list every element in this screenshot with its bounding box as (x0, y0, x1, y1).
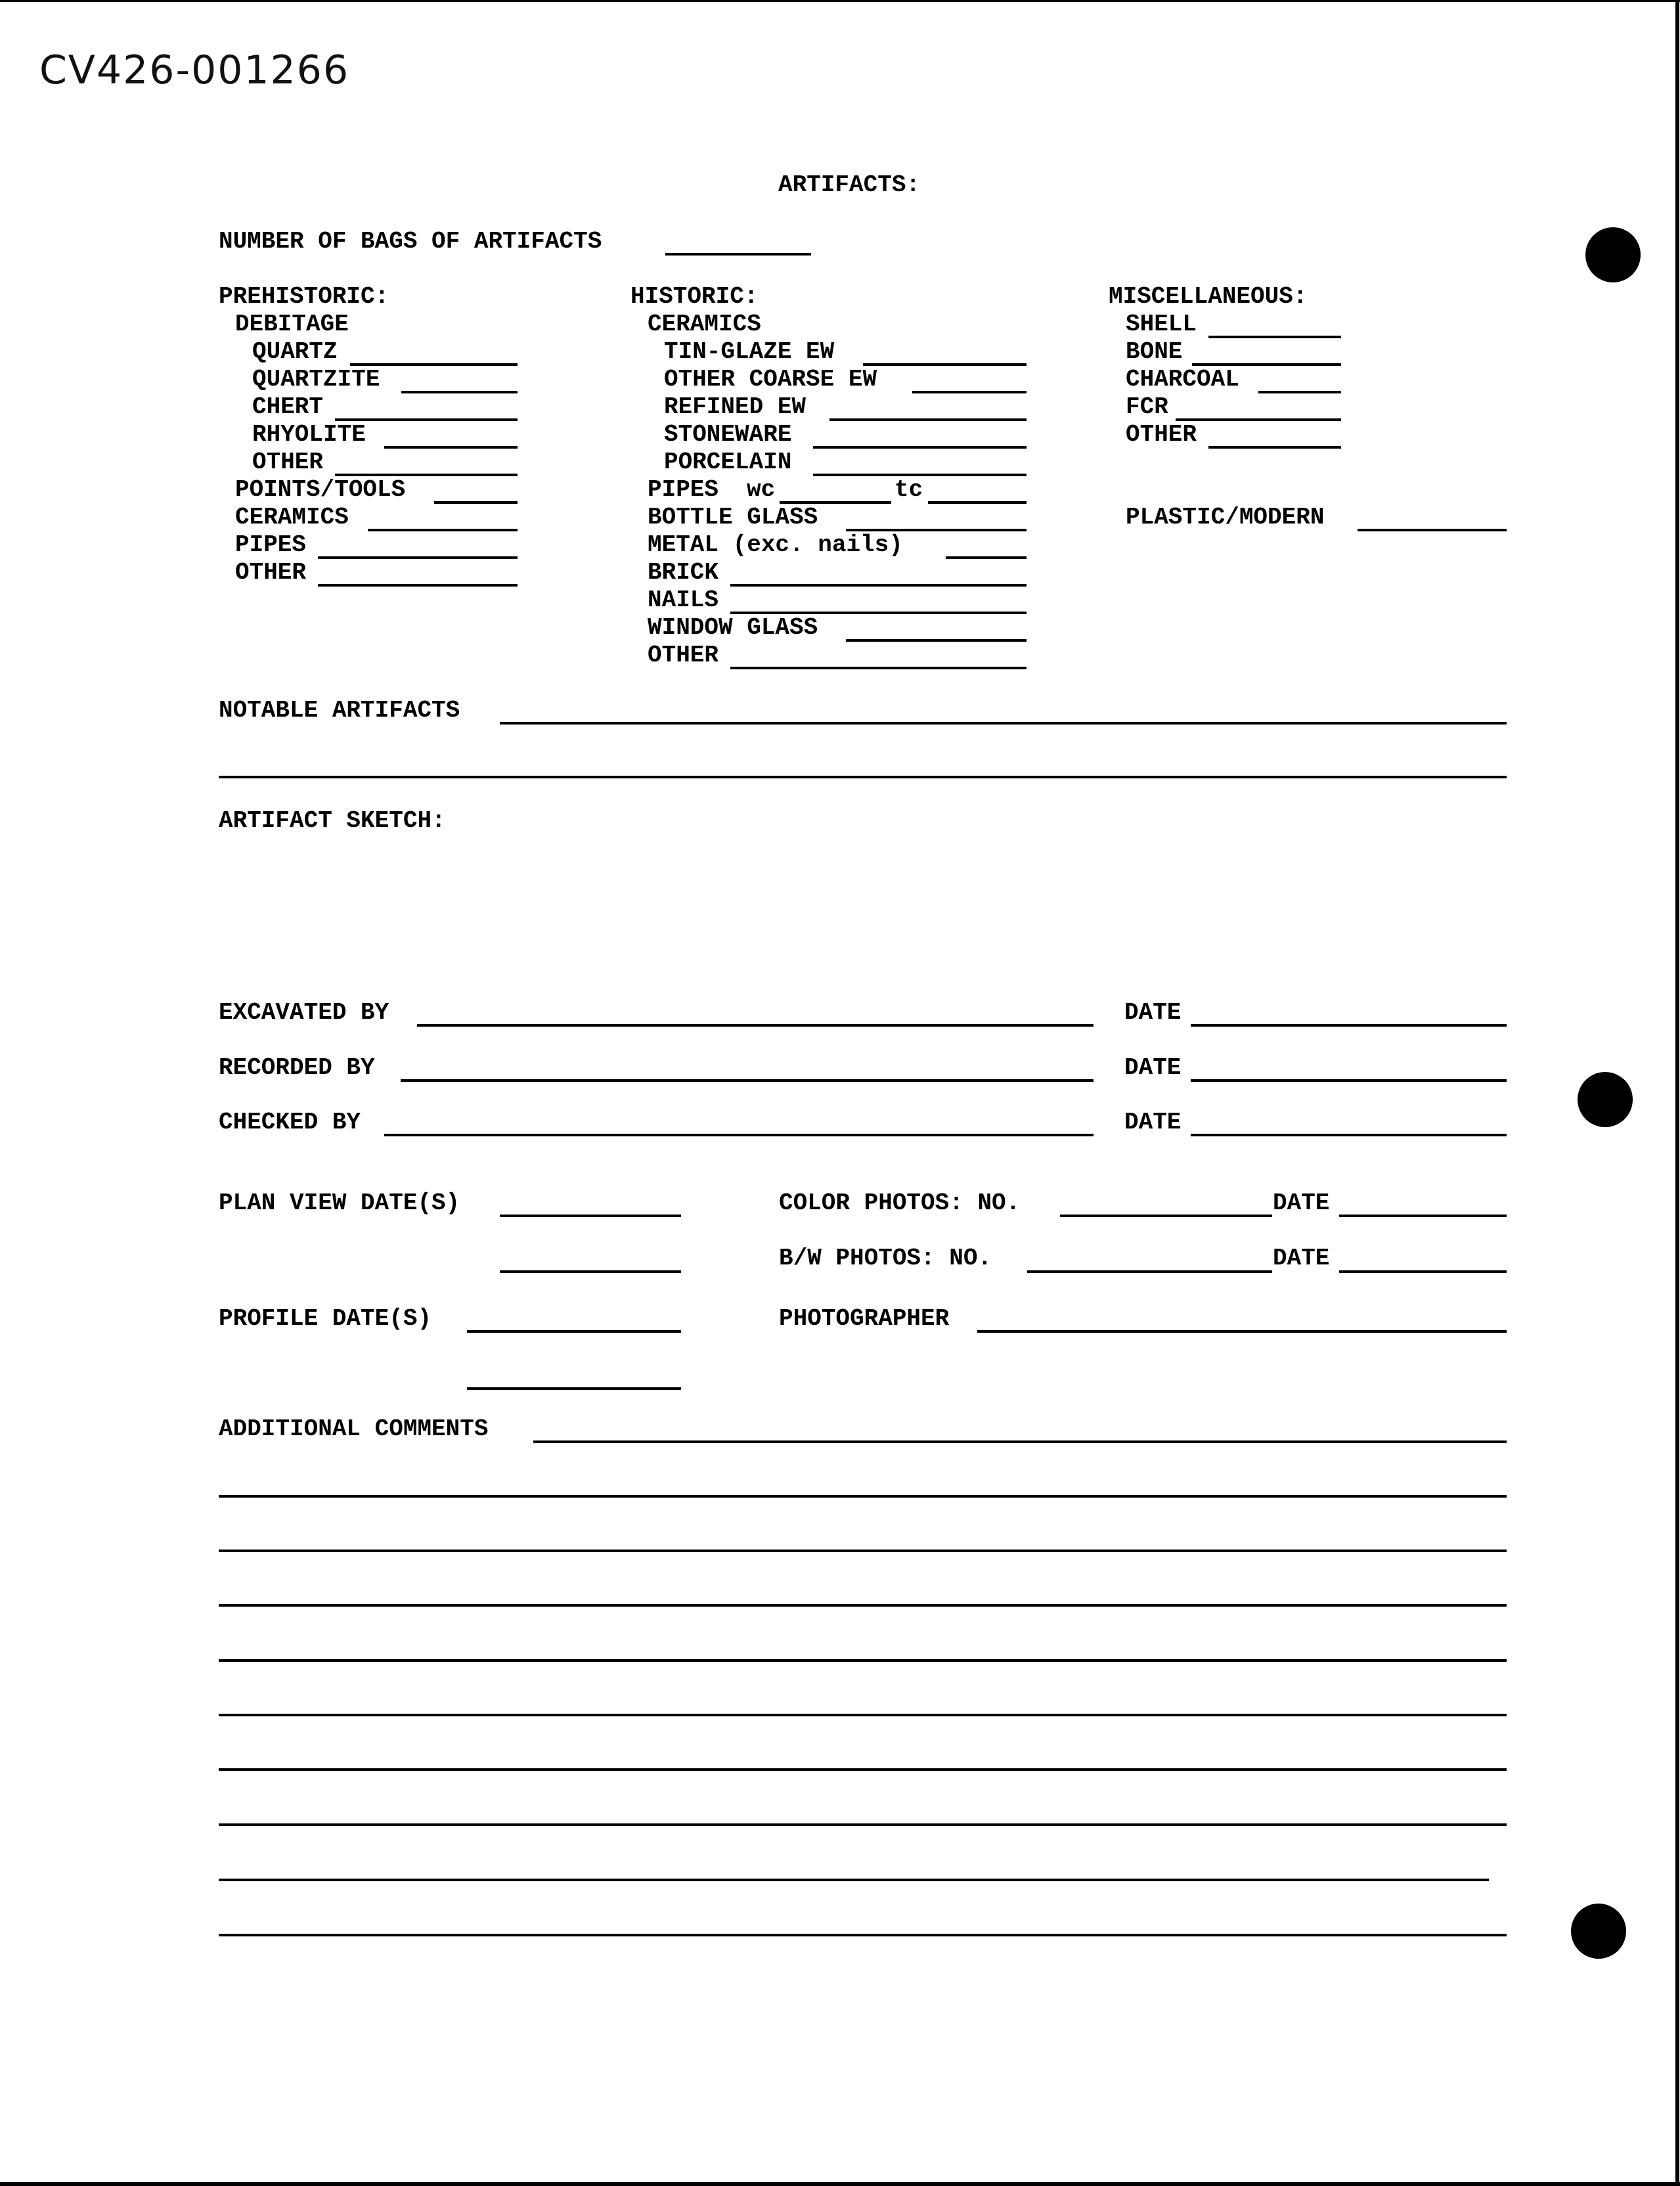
refined-label: REFINED EW (664, 393, 807, 420)
color-photos-date-label: DATE (1273, 1190, 1330, 1216)
quartzite-field[interactable] (401, 391, 518, 393)
historic-other-label: OTHER (648, 642, 719, 669)
misc-heading: MISCELLANEOUS: (1109, 283, 1308, 310)
prehistoric-ceramics-label: CERAMICS (235, 504, 349, 531)
prehistoric-other-label: OTHER (235, 559, 307, 586)
recorded-date-field[interactable] (1191, 1079, 1507, 1082)
notable-artifacts-label: NOTABLE ARTIFACTS (219, 697, 460, 724)
plan-view-label: PLAN VIEW DATE(S) (219, 1190, 460, 1216)
historic-other-field[interactable] (730, 667, 1027, 669)
plan-view-field[interactable] (500, 1215, 681, 1217)
stoneware-label: STONEWARE (664, 421, 792, 448)
bw-photos-label: B/W PHOTOS: NO. (779, 1245, 992, 1272)
brick-field[interactable] (730, 584, 1027, 587)
excavated-by-label: EXCAVATED BY (219, 999, 389, 1026)
misc-other-field[interactable] (1208, 446, 1341, 449)
prehistoric-pipes-field[interactable] (318, 556, 518, 559)
color-photos-no-field[interactable] (1060, 1215, 1272, 1217)
plastic-modern-label: PLASTIC/MODERN (1126, 504, 1325, 531)
binder-hole-bottom (1571, 1904, 1626, 1959)
recorded-by-label: RECORDED BY (219, 1054, 375, 1081)
bags-label: NUMBER OF BAGS OF ARTIFACTS (219, 228, 602, 255)
pipes-tc-field[interactable] (928, 501, 1027, 504)
other-coarse-label: OTHER COARSE EW (664, 366, 877, 393)
color-photos-date-field[interactable] (1339, 1215, 1507, 1217)
excavated-by-field[interactable] (417, 1024, 1094, 1027)
pipes-tc-label: tc (895, 476, 923, 503)
prehistoric-heading: PREHISTORIC: (219, 283, 389, 310)
comments-line-2[interactable] (219, 1495, 1507, 1498)
recorded-by-field[interactable] (401, 1079, 1094, 1082)
checked-date-field[interactable] (1191, 1134, 1507, 1136)
porcelain-label: PORCELAIN (664, 449, 792, 476)
comments-line-8[interactable] (219, 1823, 1507, 1826)
other-coarse-field[interactable] (912, 391, 1027, 393)
brick-label: BRICK (648, 559, 719, 586)
comments-line-3[interactable] (219, 1550, 1507, 1552)
points-tools-field[interactable] (434, 501, 518, 504)
debitage-label: DEBITAGE (235, 311, 349, 338)
chert-label: CHERT (252, 393, 324, 420)
fcr-field[interactable] (1176, 418, 1341, 421)
comments-line-9[interactable] (219, 1879, 1489, 1881)
tin-glaze-label: TIN-GLAZE EW (664, 338, 835, 365)
prehistoric-ceramics-field[interactable] (368, 529, 518, 531)
profile-date-field[interactable] (467, 1330, 681, 1333)
checked-date-label: DATE (1124, 1109, 1182, 1136)
bottle-glass-label: BOTTLE GLASS (648, 504, 818, 531)
notable-artifacts-field-2[interactable] (219, 776, 1507, 778)
photographer-field[interactable] (977, 1330, 1507, 1333)
color-photos-label: COLOR PHOTOS: NO. (779, 1190, 1021, 1216)
prehistoric-other-field[interactable] (318, 584, 518, 587)
points-tools-label: POINTS/TOOLS (235, 476, 406, 503)
fcr-label: FCR (1126, 393, 1168, 420)
page-bottom-edge (0, 2182, 1680, 2186)
profile-date-field-2[interactable] (467, 1387, 681, 1390)
comments-line-6[interactable] (219, 1714, 1507, 1716)
rhyolite-field[interactable] (384, 446, 518, 449)
historic-heading: HISTORIC: (630, 283, 759, 310)
quartz-label: QUARTZ (252, 338, 338, 365)
comments-line-4[interactable] (219, 1604, 1507, 1607)
charcoal-label: CHARCOAL (1126, 366, 1239, 393)
excavated-date-field[interactable] (1191, 1024, 1507, 1027)
stoneware-field[interactable] (813, 446, 1027, 449)
shell-field[interactable] (1208, 336, 1341, 338)
form-title: ARTIFACTS: (778, 171, 921, 198)
plan-view-field-2[interactable] (500, 1270, 681, 1273)
notable-artifacts-field[interactable] (500, 722, 1507, 725)
rhyolite-label: RHYOLITE (252, 421, 366, 448)
photographer-label: PHOTOGRAPHER (779, 1305, 950, 1332)
historic-ceramics-label: CERAMICS (648, 311, 761, 338)
metal-field[interactable] (946, 556, 1027, 559)
nails-label: NAILS (648, 587, 719, 613)
bone-label: BONE (1126, 338, 1183, 365)
bags-field[interactable] (665, 253, 811, 256)
binder-hole-middle (1578, 1072, 1633, 1127)
additional-comments-label: ADDITIONAL COMMENTS (219, 1416, 489, 1442)
checked-by-label: CHECKED BY (219, 1109, 361, 1136)
metal-label: METAL (exc. nails) (648, 531, 903, 558)
tin-glaze-field[interactable] (863, 363, 1027, 366)
comments-line-1[interactable] (533, 1440, 1507, 1443)
quartzite-label: QUARTZITE (252, 366, 380, 393)
debitage-other-label: OTHER (252, 449, 324, 476)
binder-hole-top (1585, 227, 1641, 282)
prehistoric-pipes-label: PIPES (235, 531, 307, 558)
bw-photos-no-field[interactable] (1027, 1270, 1272, 1273)
checked-by-field[interactable] (384, 1134, 1094, 1136)
document-id: CV426-001266 (39, 47, 350, 93)
profile-date-label: PROFILE DATE(S) (219, 1305, 432, 1332)
plastic-modern-field[interactable] (1358, 529, 1507, 531)
window-glass-field[interactable] (846, 639, 1027, 642)
artifact-sketch-label: ARTIFACT SKETCH: (219, 807, 446, 834)
bw-photos-date-label: DATE (1273, 1245, 1330, 1272)
comments-line-7[interactable] (219, 1768, 1507, 1771)
misc-other-label: OTHER (1126, 421, 1197, 448)
shell-label: SHELL (1126, 311, 1197, 338)
charcoal-field[interactable] (1258, 391, 1341, 393)
pipes-wc-label: wc (747, 476, 776, 503)
window-glass-label: WINDOW GLASS (648, 614, 818, 641)
bw-photos-date-field[interactable] (1339, 1270, 1507, 1273)
comments-line-5[interactable] (219, 1659, 1507, 1662)
historic-pipes-label: PIPES (648, 476, 719, 503)
refined-field[interactable] (829, 418, 1027, 421)
excavated-date-label: DATE (1124, 999, 1182, 1026)
comments-line-10[interactable] (219, 1934, 1507, 1936)
page-right-edge (1675, 0, 1679, 2186)
recorded-date-label: DATE (1124, 1054, 1182, 1081)
page-top-edge (0, 0, 1680, 2)
